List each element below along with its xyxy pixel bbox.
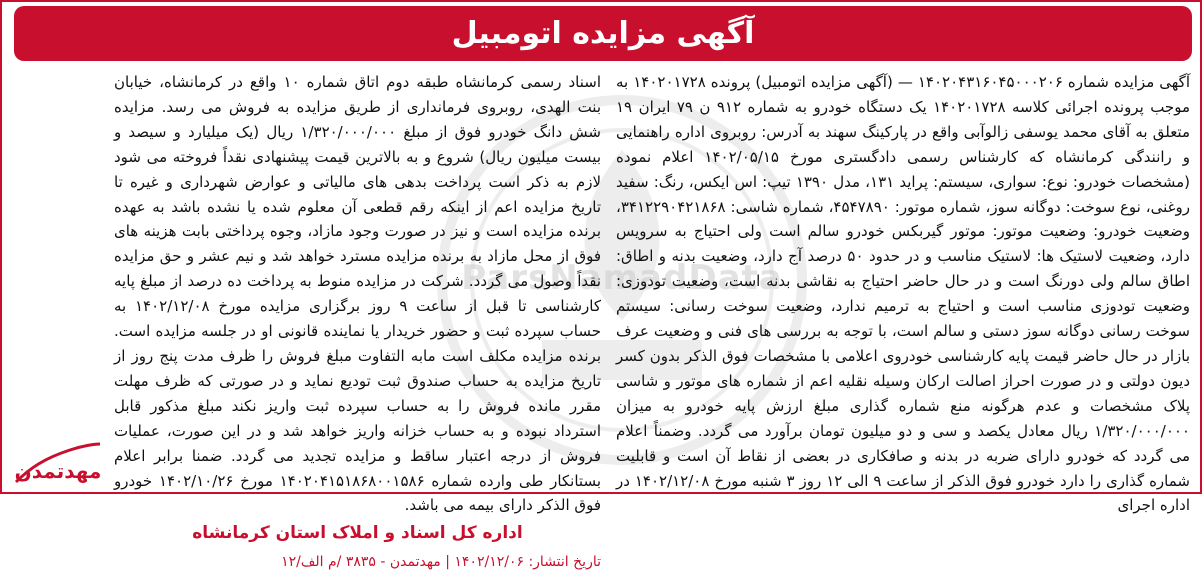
right-column [616,70,1190,515]
left-column-text: اسناد رسمی کرمانشاه طبقه دوم اتاق شماره ۱۰ واقع در کرمانشاه، خیابان بنت الهدی، روبروی فرمانداری از طریق مزایده به فروش می رسد. مزایده شش دانگ خودرو فوق از مبلغ ۱/۳۲۰/۰۰۰/۰۰۰ ریال (یک میلیارد و سیصد و بیست میلیون ریال) شروع و به بالاترین قیمت پیشنهادی نقداً فروخته می شود لازم به ذکر است پرداخت بدهی های مالیاتی و عوارض شهرداری و غیره تا تاریخ مزایده اعم از اینکه رقم قطعی آن معلوم شده یا نشده باشد به عهده برنده مزایده است و نیز در صورت وجود مازاد، وجوه پرداختی بابت هزینه های فوق از محل مازاد به برنده مزایده مسترد خواهد شد و نیم عشر و حق مزایده نقداً وصول می گردد. شرکت در مزایده منوط به پرداخت ده درصد از مبلغ پایه کارشناسی تا قبل از ساعت ۹ روز برگزاری مزایده مورخ ۱۴۰۲/۱۲/۰۸ به حساب سپرده ثبت و حضور خریدار یا نماینده قانونی او در جلسه مزایده است. برنده مزایده مکلف است مابه التفاوت مبلغ فروش را ظرف مدت پنج روز از تاریخ مزایده به حساب صندوق ثبت تودیع نماید و در صورتی که ظرف مهلت مقرر مانده فروش را به حساب سپرده ثبت واریز نکند مبلغ مذکور قابل استرداد نبوده و به حساب خزانه واریز خواهد شد و در این صورت، عملیات فروش از درجه اعتبار ساقط و مزایده تجدید می گردد. ضمنا برابر اعلام بستانکار طی وارده شماره ۱۴۰۲۰۴۱۵۱۸۶۸۰۰۱۵۸۶ مورخ ۱۴۰۲/۱۰/۲۶ خودرو فوق الذکر دارای بیمه می باشد. [114,73,601,515]
newspaper-logo [10,438,105,490]
right-column-text: آگهی مزایده شماره ۱۴۰۲۰۴۳۱۶۰۴۵۰۰۰۲۰۶ — (آگهی مزایده اتومبیل) پرونده ۱۴۰۲۰۱۷۲۸ به موجب پرونده اجرائی کلاسه ۱۴۰۲۰۱۷۲۸ یک دستگاه خودرو به شماره ۹۱۲ ن ۷۹ ایران ۱۹ متعلق به آقای محمد یوسفی زالوآبی واقع در پارکینگ سهند به آدرس: روبروی اداره راهنمایی و رانندگی کرمانشاه که کارشناس رسمی دادگستری مورخ ۱۴۰۲/۰۵/۱۵ اعلام نموده (مشخصات خودرو: نوع: سواری، سیستم: پراید ۱۳۱، مدل ۱۳۹۰ تیپ: اس ایکس، رنگ: سفید روغنی، نوع سوخت: دوگانه سوز، شماره موتور: ۴۵۴۷۸۹۰، شماره شاسی: ۳۴۱۲۲۹۰۴۲۱۸۶۸، وضعیت خودرو: وضعیت موتور: موتور گیربکس خودرو سالم است ولی احتیاج به سرویس دارد، وضعیت لاستیک ها: لاستیک مناسب و در حدود ۵۰ درصد آج دارد، وضعیت بدنه و اطاق: اطاق سالم ولی دورنگ است و در حال حاضر احتیاج به نقاشی بدنه است، وضعیت تودوزی: وضعیت تودوزی مناسب است و احتیاج به ترمیم ندارد، وضعیت سوخت رسانی: سیستم سوخت رسانی دوگانه سوز دستی و سالم است، با توجه به بررسی های فنی و وضعیت عرف بازار در حال حاضر قیمت پایه کارشناسی خودروی اعلامی با مشخصات فوق الذکر بدون کسر دیون دولتی و در صورت احراز اصالت ارکان وسیله نقلیه اعم از شماره های موتور و شاسی پلاک مشخصات و عدم هرگونه منع شماره گذاری مبلغ ارزش پایه خودرو به میزان ۱/۳۲۰/۰۰۰/۰۰۰ ریال معادل یکصد و سی و دو میلیون تومان برآورد می گردد. وضمناً اعلام می گردد که خودرو دارای ضربه در بدنه و صافکاری در بعضی از نقاط آن است و قابلیت شماره گذاری را دارد خودرو فوق الذکر از ساعت ۹ الی ۱۲ روز ۳ شنبه مورخ ۱۴۰۲/۱۲/۰۸ در اداره اجرای [616,73,1190,515]
publication-line: تاریخ انتشار: ۱۴۰۲/۱۲/۰۶ | مهدتمدن - ۳۸۳۵ /م الف/۱۲ [281,554,601,571]
newspaper-logo-text: مهدتمدن [14,459,102,483]
left-column [114,70,601,571]
watermark-text: ParsNamadData [461,258,783,298]
title-banner [14,6,1192,61]
signature-office: اداره کل اسناد و املاک استان کرمانشاه [192,523,523,544]
notice-title: آگهی مزایده اتومبیل [451,16,755,51]
